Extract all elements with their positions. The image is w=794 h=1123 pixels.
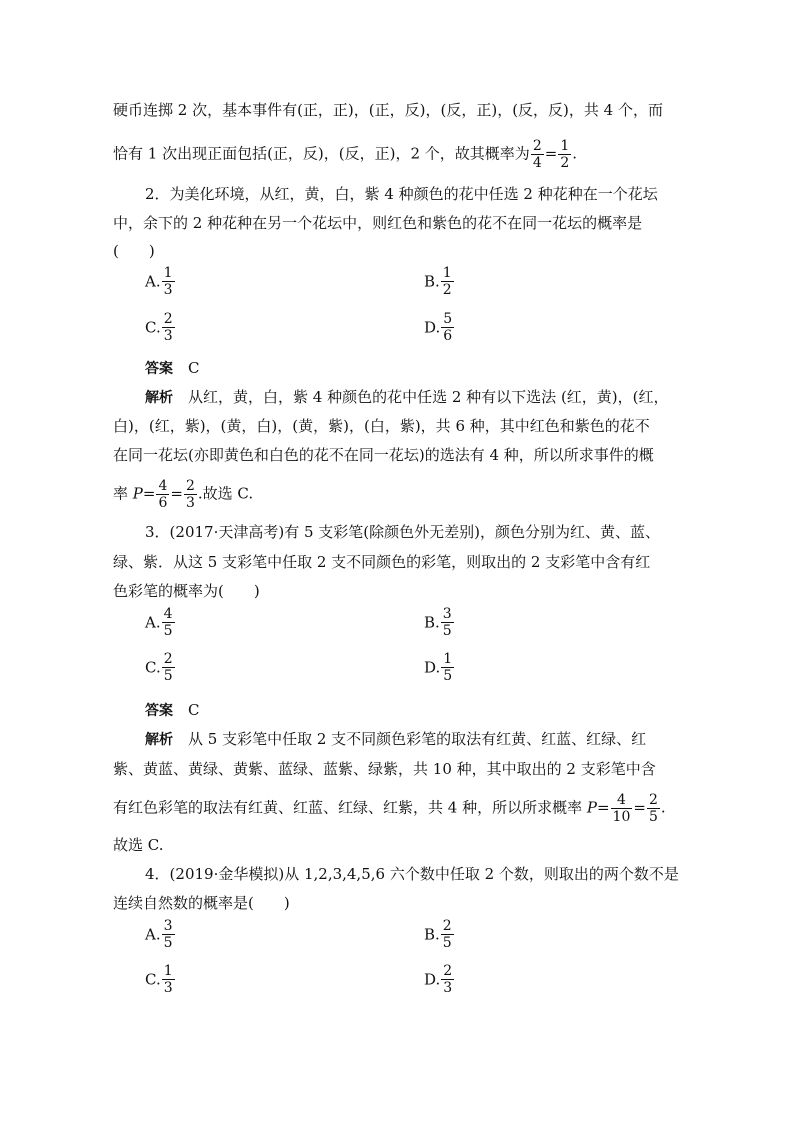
- option-fraction: [162, 606, 175, 639]
- fraction-denominator: 5: [442, 623, 452, 639]
- option-label: B.: [424, 272, 440, 291]
- q3-stem-line-1: 3．(2017·天津高考)有 5 支彩笔(除颜色外无差别)，颜色分别为红、黄、蓝、: [145, 523, 660, 541]
- fraction-numerator: 2: [163, 311, 173, 327]
- intro-line-1: 硬币连掷 2 次，基本事件有(正，正)，(正，反)，(反，正)，(反，反)，共 4 个，而: [113, 101, 663, 119]
- fraction-denominator: 3: [163, 328, 173, 344]
- analysis-text: .故选 C.: [197, 484, 254, 503]
- analysis-text: 从 5 支彩笔中任取 2 支不同颜色彩笔的取法有红黄、红蓝、红绿、红: [188, 730, 647, 748]
- option-fraction: [162, 265, 175, 298]
- analysis-fraction-1: [156, 478, 169, 511]
- probability-symbol: P: [132, 484, 143, 503]
- fraction-denominator: 3: [185, 495, 195, 511]
- fraction-numerator: 2: [442, 918, 452, 934]
- q3-analysis-line-2: 紫、黄蓝、黄绿、黄紫、蓝绿、蓝紫、绿紫，共 10 种，其中取出的 2 支彩笔中含: [113, 760, 656, 778]
- q3-option-b: [424, 606, 455, 639]
- option-label: C.: [145, 658, 161, 677]
- q3-option-a: [145, 606, 176, 639]
- analysis-fraction-2: [184, 478, 197, 511]
- fraction-numerator: 2: [163, 651, 173, 667]
- q2-option-a: [145, 265, 176, 298]
- option-label: A.: [145, 272, 161, 291]
- probability-symbol: P: [586, 798, 597, 817]
- q4-stem-line-1: 4．(2019·金华模拟)从 1,2,3,4,5,6 六个数中任取 2 个数，则取出的两个数不是: [145, 865, 679, 883]
- fraction-numerator: 2: [443, 963, 453, 979]
- equals-sign: =: [596, 798, 610, 817]
- fraction-numerator: 4: [163, 606, 173, 622]
- option-fraction: [441, 606, 454, 639]
- q2-option-d: [424, 311, 455, 344]
- fraction-denominator: 10: [612, 809, 631, 825]
- intro-line-2: [113, 138, 577, 171]
- q3-stem-line-3: 色彩笔的概率为( ): [113, 582, 260, 600]
- option-fraction: [162, 651, 175, 684]
- q2-analysis-line-4: [113, 478, 253, 511]
- q2-answer: [145, 357, 200, 380]
- fraction-denominator: 2: [560, 155, 570, 171]
- q3-option-c: [145, 651, 176, 684]
- option-fraction: [441, 311, 454, 344]
- fraction-numerator: 3: [442, 606, 452, 622]
- answer-value: C: [188, 359, 200, 377]
- q3-stem-line-2: 绿、紫．从这 5 支彩笔中任取 2 支不同颜色的彩笔，则取出的 2 支彩笔中含有红: [113, 553, 651, 571]
- analysis-text: 率: [113, 484, 133, 503]
- equals-sign: =: [633, 798, 646, 817]
- option-fraction: [162, 311, 175, 344]
- answer-label: 答案: [145, 361, 173, 377]
- q3-analysis-line-4: 故选 C.: [113, 836, 164, 854]
- intro-fraction-1: [531, 138, 544, 171]
- intro-fraction-2: [558, 138, 571, 171]
- fraction-numerator: 2: [532, 138, 542, 154]
- option-label: B.: [424, 613, 440, 632]
- fraction-numerator: 3: [163, 918, 173, 934]
- fraction-denominator: 2: [442, 282, 452, 298]
- analysis-text: 有红色彩笔的取法有红黄、红蓝、红绿、红紫，共 4 种，所以所求概率: [113, 798, 587, 817]
- analysis-fraction-1: [611, 792, 633, 825]
- q3-analysis-line-1: [145, 728, 646, 751]
- fraction-numerator: 4: [158, 478, 168, 494]
- option-label: D.: [424, 318, 441, 337]
- fraction-denominator: 5: [163, 935, 173, 951]
- q4-option-c: [145, 963, 176, 996]
- option-fraction: [162, 963, 175, 996]
- fraction-denominator: 5: [163, 623, 173, 639]
- q3-option-d: [424, 651, 455, 684]
- fraction-numerator: 2: [648, 792, 658, 808]
- q2-stem-line-3: ( ): [113, 242, 155, 260]
- option-label: A.: [145, 925, 161, 944]
- q2-analysis-line-3: 在同一花坛(亦即黄色和白色的花不在同一花坛)的选法有 4 种，所以所求事件的概: [113, 446, 654, 464]
- q2-option-c: [145, 311, 176, 344]
- equals-sign: =: [544, 144, 558, 163]
- fraction-denominator: 4: [532, 155, 542, 171]
- option-fraction: [162, 918, 175, 951]
- option-label: A.: [145, 613, 161, 632]
- analysis-text: .: [660, 798, 666, 817]
- equals-sign: =: [170, 484, 183, 503]
- fraction-numerator: 1: [442, 265, 452, 281]
- q2-stem-line-2: 中，余下的 2 种花种在另一个花坛中，则红色和紫色的花不在同一花坛的概率是: [113, 214, 643, 232]
- fraction-denominator: 5: [648, 809, 658, 825]
- q2-stem-line-1: 2．为美化环境，从红，黄，白，紫 4 种颜色的花中任选 2 种花种在一个花坛: [145, 185, 658, 203]
- fraction-denominator: 6: [158, 495, 168, 511]
- option-fraction: [441, 963, 454, 996]
- option-label: D.: [424, 970, 441, 989]
- fraction-denominator: 6: [443, 328, 453, 344]
- fraction-denominator: 5: [163, 668, 173, 684]
- analysis-label: 解析: [145, 390, 173, 406]
- period: .: [572, 144, 578, 163]
- fraction-denominator: 5: [443, 668, 453, 684]
- q3-answer: [145, 699, 200, 722]
- fraction-numerator: 1: [163, 265, 173, 281]
- q4-option-a: [145, 918, 176, 951]
- analysis-label: 解析: [145, 732, 173, 748]
- option-fraction: [441, 918, 454, 951]
- option-label: B.: [424, 925, 440, 944]
- q2-option-b: [424, 265, 455, 298]
- answer-label: 答案: [145, 703, 173, 719]
- q2-analysis-line-2: 白)，(红，紫)，(黄，白)，(黄，紫)，(白，紫)，共 6 种，其中红色和紫色的花不: [113, 417, 650, 435]
- fraction-numerator: 1: [443, 651, 453, 667]
- fraction-denominator: 3: [163, 980, 173, 996]
- fraction-denominator: 3: [163, 282, 173, 298]
- answer-value: C: [188, 701, 200, 719]
- equals-sign: =: [142, 484, 156, 503]
- fraction-denominator: 5: [442, 935, 452, 951]
- q4-stem-line-2: 连续自然数的概率是( ): [113, 894, 290, 912]
- analysis-text: 从红，黄，白，紫 4 种颜色的花中任选 2 种有以下选法 (红，黄)，(红，: [188, 388, 669, 406]
- intro-line-2-text: 恰有 1 次出现正面包括(正，反)，(反，正)，2 个，故其概率为: [113, 144, 530, 163]
- option-label: C.: [145, 970, 161, 989]
- option-label: D.: [424, 658, 441, 677]
- analysis-fraction-2: [647, 792, 660, 825]
- q4-option-b: [424, 918, 455, 951]
- fraction-denominator: 3: [443, 980, 453, 996]
- option-label: C.: [145, 318, 161, 337]
- q3-analysis-line-3: [113, 792, 666, 825]
- fraction-numerator: 2: [185, 478, 195, 494]
- fraction-numerator: 1: [163, 963, 173, 979]
- q2-analysis-line-1: [145, 386, 669, 409]
- fraction-numerator: 4: [611, 792, 633, 809]
- option-fraction: [441, 651, 454, 684]
- fraction-numerator: 1: [560, 138, 570, 154]
- fraction-numerator: 5: [443, 311, 453, 327]
- option-fraction: [441, 265, 454, 298]
- q4-option-d: [424, 963, 455, 996]
